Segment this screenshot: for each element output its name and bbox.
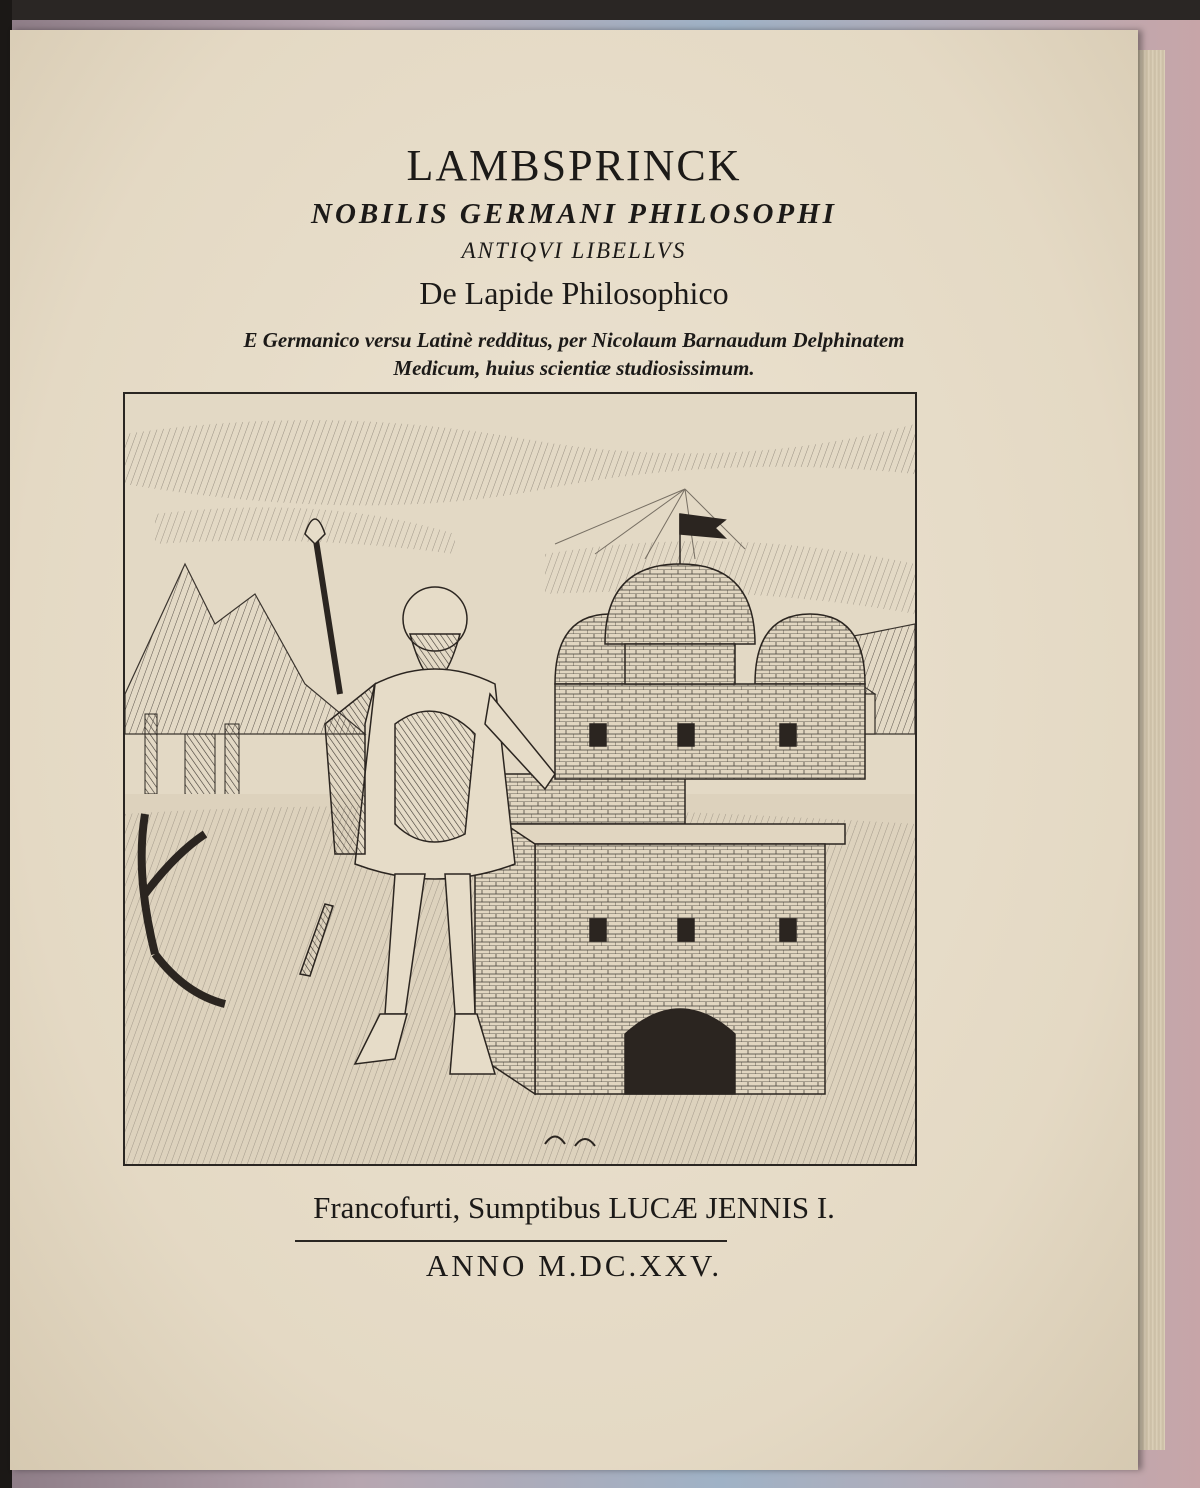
subtitle-line-2: ANTIQVI LIBELLVS	[461, 238, 687, 263]
engraving-illustration-icon	[125, 394, 915, 1164]
subtitle-line-1: NOBILIS GERMANI PHILOSOPHI	[311, 198, 837, 230]
translation-note-line-1: E Germanico versu Latinè redditus, per Nicolaum Barnaudum Delphinatem	[243, 328, 905, 352]
title-page	[10, 30, 1138, 1470]
engraving-plate	[123, 392, 917, 1166]
translation-note-line-2: Medicum, huius scientiæ studiosissimum.	[393, 356, 755, 380]
author-title: LAMBSPRINCK	[406, 141, 742, 190]
work-title: De Lapide Philosophico	[419, 275, 729, 311]
imprint-publisher: Francofurti, Sumptibus LUCÆ JENNIS I.	[313, 1190, 835, 1225]
imprint-rule	[295, 1240, 727, 1242]
imprint-year: ANNO M.DC.XXV.	[425, 1248, 723, 1283]
